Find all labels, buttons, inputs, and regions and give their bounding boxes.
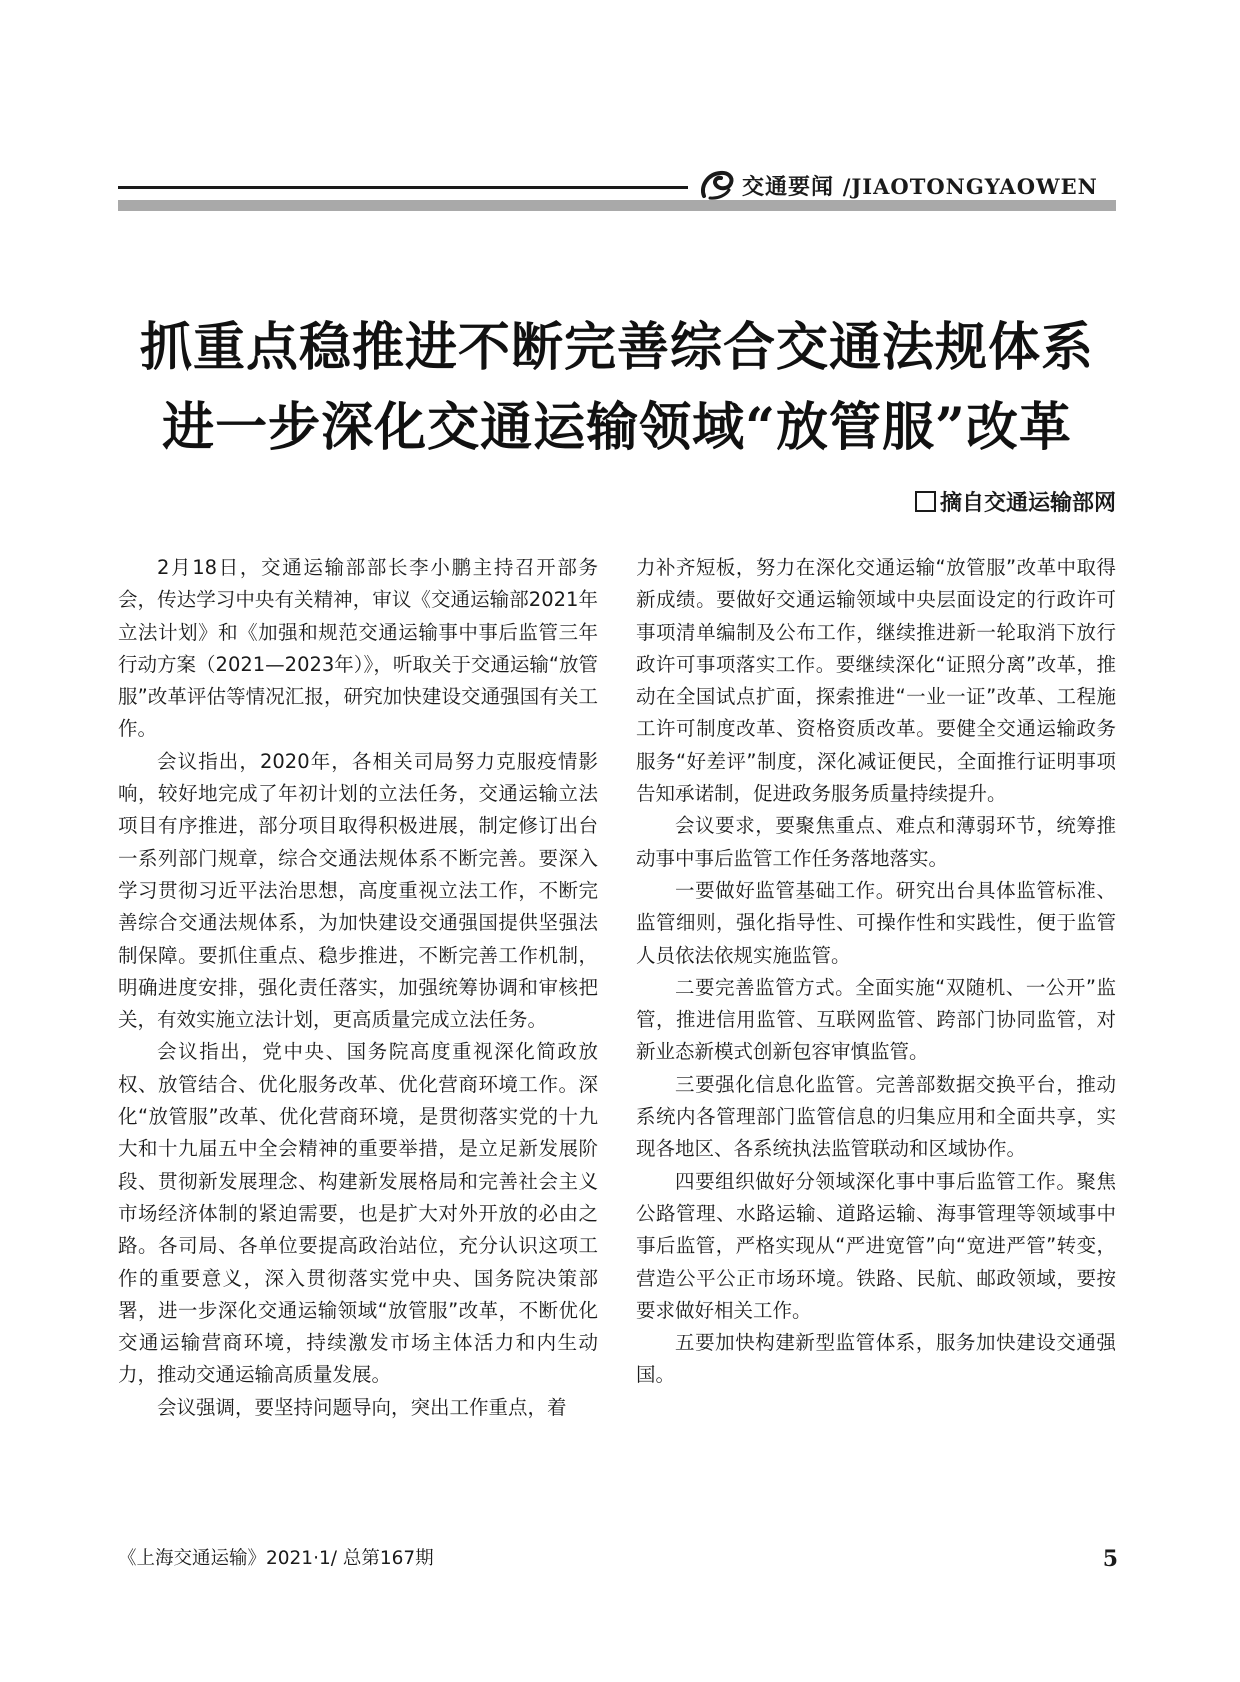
paragraph: 一要做好监管基础工作。研究出台具体监管标准、监管细则，强化指导性、可操作性和实践性，便于监管人员依法依规实施监管。 [636,878,1116,967]
article-title-line2: 进一步深化交通运输领域“放管服”改革 [162,397,1072,458]
source-text: 摘自交通运输部网 [939,491,1116,516]
square-bullet-icon [915,491,936,512]
swirl-logo-icon [698,168,736,202]
article-source [915,486,1116,517]
article-title-line1: 抓重点稳推进不断完善综合交通法规体系 [139,317,1094,378]
paragraph: 二要完善监管方式。全面实施“双随机、一公开”监管，推进信用监管、互联网监管、跨部门协同监管，对新业态新模式创新包容审慎监管。 [636,975,1116,1064]
page-number: 5 [1102,1546,1118,1572]
header-band [118,200,1116,211]
paragraph: 三要强化信息化监管。完善部数据交换平台，推动系统内各管理部门监管信息的归集应用和全面共享，实现各地区、各系统执法监管联动和区域协作。 [636,1072,1116,1161]
right-column [636,552,1116,1392]
left-column [118,552,598,1424]
paragraph: 2月18日，交通运输部部长李小鹏主持召开部务会，传达学习中央有关精神，审议《交通运输部2021年立法计划》和《加强和规范交通运输事中事后监管三年行动方案（2021—2023年）》，听取关于交通运输“放管服”改革评估等情况汇报，研究加快建设交通强国有关工作。 [118,556,598,741]
paragraph: 会议指出，2020年，各相关司局努力克服疫情影响，较好地完成了年初计划的立法任务，交通运输立法项目有序推进，部分项目取得积极进展，制定修订出台一系列部门规章，综合交通法规体系不断完善。要深入学习贯彻习近平法治思想，高度重视立法工作，不断完善综合交通法规体系，为加快建设交通强国提供坚强法制保障。要抓住重点、稳步推进，不断完善工作机制，明确进度安排，强化责任落实，加强统筹协调和审核把关，有效实施立法计划，更高质量完成立法任务。 [118,749,598,1032]
paragraph: 会议强调，要坚持问题导向，突出工作重点，着 [157,1395,567,1419]
section-title-en: /JIAOTONGYAOWEN [842,174,1098,199]
paragraph: 会议指出，党中央、国务院高度重视深化简政放权、放管结合、优化服务改革、优化营商环境工作。深化“放管服”改革、优化营商环境，是贯彻落实党的十九大和十九届五中全会精神的重要举措，是立足新发展阶段、贯彻新发展理念、构建新发展格局和完善社会主义市场经济体制的紧迫需要，也是扩大对外开放的必由之路。各司局、各单位要提高政治站位，充分认识这项工作的重要意义，深入贯彻落实党中央、国务院决策部署，进一步深化交通运输领域“放管服”改革，不断优化交通运输营商环境，持续激发市场主体活力和内生动力，推动交通运输高质量发展。 [118,1040,598,1387]
paragraph: 五要加快构建新型监管体系，服务加快建设交通强国。 [636,1331,1116,1387]
paragraph: 四要组织做好分领域深化事中事后监管工作。聚焦公路管理、水路运输、道路运输、海事管理等领域事中事后监管，严格实现从“严进宽管”向“宽进严管”转变，营造公平公正市场环境。铁路、民航、邮政领域，要按要求做好相关工作。 [636,1169,1116,1322]
section-title-cn: 交通要闻 [742,175,835,200]
paragraph: 会议要求，要聚焦重点、难点和薄弱环节，统筹推动事中事后监管工作任务落地落实。 [636,814,1116,870]
paragraph-continuation: 力补齐短板，努力在深化交通运输“放管服”改革中取得新成绩。要做好交通运输领域中央层面设定的行政许可事项清单编制及公布工作，继续推进新一轮取消下放行政许可事项落实工作。要继续深化“证照分离”改革，推动在全国试点扩面，探索推进“一业一证”改革、工程施工许可制度改革、资格资质改革。要健全交通运输政务服务“好差评”制度，深化减证便民，全面推行证明事项告知承诺制，促进政务服务质量持续提升。 [636,556,1116,806]
header-rule [118,186,688,189]
journal-citation: 《上海交通运输》2021·1/ 总第167期 [118,1548,434,1569]
section-title [742,170,1098,201]
